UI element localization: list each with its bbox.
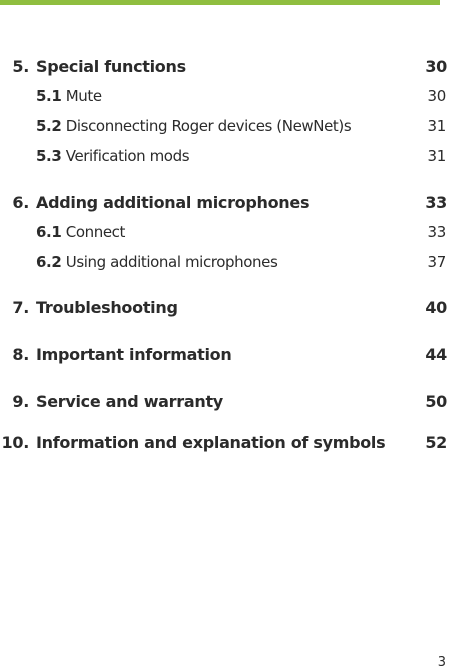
toc-entry-title: Troubleshooting [36,298,178,317]
toc-subentry-number: 5.3 [36,147,62,165]
toc-entry[interactable] [0,298,456,320]
toc-entry-page: 52 [425,433,447,452]
toc-subentry-text: Mute [65,87,102,105]
toc-entry[interactable] [0,433,456,455]
toc-entry-page: 40 [425,298,447,317]
toc-subentry-number: 6.2 [36,253,62,271]
toc-subentry-page: 30 [427,87,446,105]
toc-subentry[interactable] [0,253,456,275]
toc-entry-number: 9. [12,392,29,411]
toc-entry-page: 30 [425,57,447,76]
toc-subentry-text: Verification mods [65,147,190,165]
toc-entry[interactable] [0,345,456,367]
toc-entry-title: Important information [36,345,232,364]
toc-subentry-title [36,253,277,271]
toc-subentry-page: 37 [427,253,446,271]
toc-entry-title: Special functions [36,57,186,76]
toc-subentry-title [36,223,125,241]
toc-entry-number: 5. [12,57,29,76]
toc-subentry-title [36,147,189,165]
toc-subentry[interactable] [0,147,456,169]
toc-subentry-title [36,87,102,105]
toc-subentry-text: Using additional microphones [65,253,278,271]
toc-subentry-text: Disconnecting Roger devices (NewNet)s [65,117,352,135]
toc-subentry-text: Connect [65,223,125,241]
toc-subentry[interactable] [0,223,456,245]
toc-entry[interactable] [0,193,456,215]
toc-entry-page: 44 [425,345,447,364]
toc-subentry-page: 33 [427,223,446,241]
page-number: 3 [437,655,446,670]
toc-entry-number: 7. [12,298,29,317]
toc-entry-page: 33 [425,193,447,212]
toc-subentry-number: 5.2 [36,117,62,135]
toc-subentry-page: 31 [427,117,446,135]
toc-subentry[interactable] [0,117,456,139]
toc-entry-title: Information and explanation of symbols [36,433,386,452]
toc-entry-page: 50 [425,392,447,411]
toc-entry-title: Adding additional microphones [36,193,310,212]
toc-entry-number: 8. [12,345,29,364]
toc-entry-title: Service and warranty [36,392,223,411]
toc-subentry[interactable] [0,87,456,109]
toc-subentry-page: 31 [427,147,446,165]
toc-subentry-title [36,117,351,135]
toc-subentry-number: 6.1 [36,223,62,241]
toc-subentry-number: 5.1 [36,87,62,105]
toc-entry-number: 10. [1,433,29,452]
toc-entry[interactable] [0,57,456,79]
toc-entry-number: 6. [12,193,29,212]
toc-entry[interactable] [0,392,456,414]
